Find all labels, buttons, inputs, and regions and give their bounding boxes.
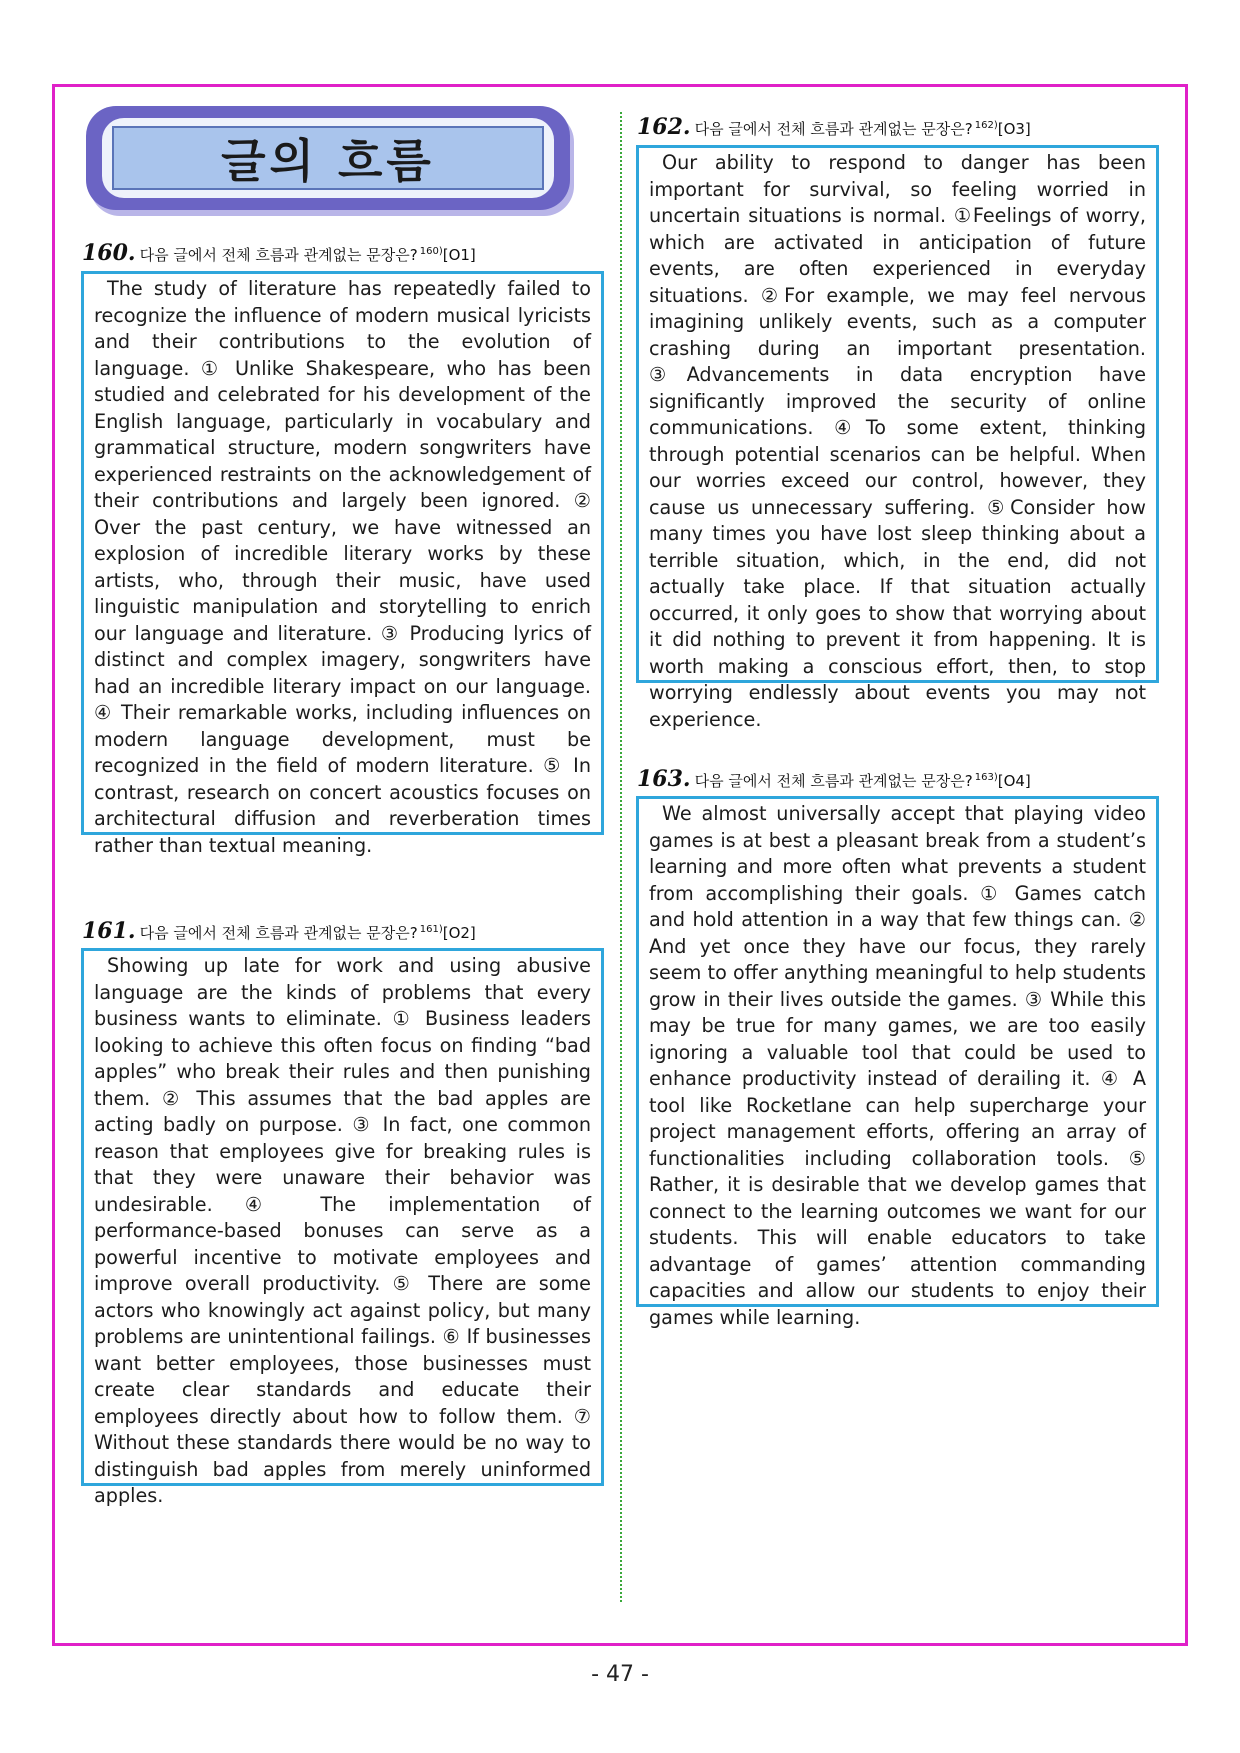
question-prompt: 다음 글에서 전체 흐름과 관계없는 문장은? <box>694 772 973 790</box>
question-footnote: 161) <box>419 924 443 935</box>
question-prompt: 다음 글에서 전체 흐름과 관계없는 문장은? <box>139 924 418 942</box>
passage-box-162 <box>636 145 1159 731</box>
passage-text: The study of literature has repeatedly failed to recognize the influence of modern musical lyricists and their contributions to the evolution of language. ① Unlike Shakespeare, who has been studied and celebrated for his development of the English language, particularly in vocabulary and grammatical structure, modern songwriters have experienced restraints on the acknowledgement of their contributions and largely been ignored. ② Over the past century, we have witnessed an explosion of incredible literary works by these artists, who, through their music, have used linguistic manipulation and storytelling to enrich our language and literature. ③ Producing lyrics of distinct and complex imagery, songwriters have had an incredible literary impact on our language. ④ Their remarkable works, including influences on modern language development, must be recognized in the field of modern literature. ⑤ In contrast, research on concert acoustics focuses on architectural diffusion and reverberation times rather than textual meaning. <box>94 277 591 857</box>
section-title: 글의 흐름 <box>112 126 544 190</box>
question-number: 163. <box>637 766 691 792</box>
question-code: [O4] <box>997 772 1031 790</box>
question-number: 162. <box>637 114 691 140</box>
question-code: [O3] <box>997 120 1031 138</box>
question-prompt: 다음 글에서 전체 흐름과 관계없는 문장은? <box>139 246 418 264</box>
question-footnote: 162) <box>974 120 998 131</box>
question-header-161 <box>82 918 476 944</box>
passage-text: Our ability to respond to danger has been important for survival, so feeling worried in uncertain situations is normal. ①Feelings of worry, which are activated in anticipation of future events, are often experienced in everyday situations. ②For example, we may feel nervous imagining unlikely events, such as a computer crashing during an important presentation. ③Advancements in data encryption have significantly improved the security of online communications. ④To some extent, thinking through potential scenarios can be helpful. When our worries exceed our control, however, they cause us unnecessary suffering. ⑤Consider how many times you have lost sleep thinking about a terrible situation, which, in the end, did not actually take place. If that situation actually occurred, it only goes to show that worrying about it did nothing to prevent it from happening. It is worth making a conscious effort, then, to stop worrying endlessly about events you may not experience. <box>649 151 1146 731</box>
column-divider <box>620 112 622 1602</box>
question-code: [O2] <box>442 924 476 942</box>
passage-box-161 <box>81 948 604 1507</box>
question-number: 161. <box>82 918 136 944</box>
question-footnote: 163) <box>974 772 998 783</box>
question-number: 160. <box>82 240 136 266</box>
page-number: - 47 - <box>591 1662 649 1687</box>
passage-text: Showing up late for work and using abusive language are the kinds of problems that every business wants to eliminate. ① Business leaders looking to achieve this often focus on finding “bad apples” who break their rules and then punishing them. ② This assumes that the bad apples are acting badly on purpose. ③ In fact, one common reason that employees give for breaking rules is that they were unaware their behavior was undesirable. ④ The implementation of performance-based bonuses can serve as a powerful incentive to motivate employees and improve overall productivity. ⑤ There are some actors who knowingly act against policy, but many problems are unintentional failings. ⑥ If businesses want better employees, those businesses must create clear standards and educate their employees directly about how to follow them. ⑦ Without these standards there would be no way to distinguish bad apples from merely uninformed apples. <box>94 954 591 1507</box>
passage-box-163 <box>636 796 1159 1329</box>
question-footnote: 160) <box>419 246 443 257</box>
question-prompt: 다음 글에서 전체 흐름과 관계없는 문장은? <box>694 120 973 138</box>
passage-box-160 <box>81 271 604 857</box>
question-header-162 <box>637 114 1031 140</box>
question-code: [O1] <box>442 246 476 264</box>
question-header-163 <box>637 766 1031 792</box>
question-header-160 <box>82 240 476 266</box>
passage-text: We almost universally accept that playing video games is at best a pleasant break from a student’s learning and more often what prevents a student from accomplishing their goals. ① Games catch and hold attention in a way that few things can. ② And yet once they have our focus, they rarely seem to offer anything meaningful to help students grow in their lives outside the games. ③ While this may be true for many games, we are too easily ignoring a valuable tool that could be used to enhance productivity instead of derailing it. ④ A tool like Rocketlane can help supercharge your project management efforts, offering an array of functionalities including collaboration tools. ⑤ Rather, it is desirable that we develop games that connect to the learning outcomes we want for our students. This will enable educators to take advantage of games’ attention commanding capacities and allow our students to enjoy their games while learning. <box>649 802 1146 1329</box>
